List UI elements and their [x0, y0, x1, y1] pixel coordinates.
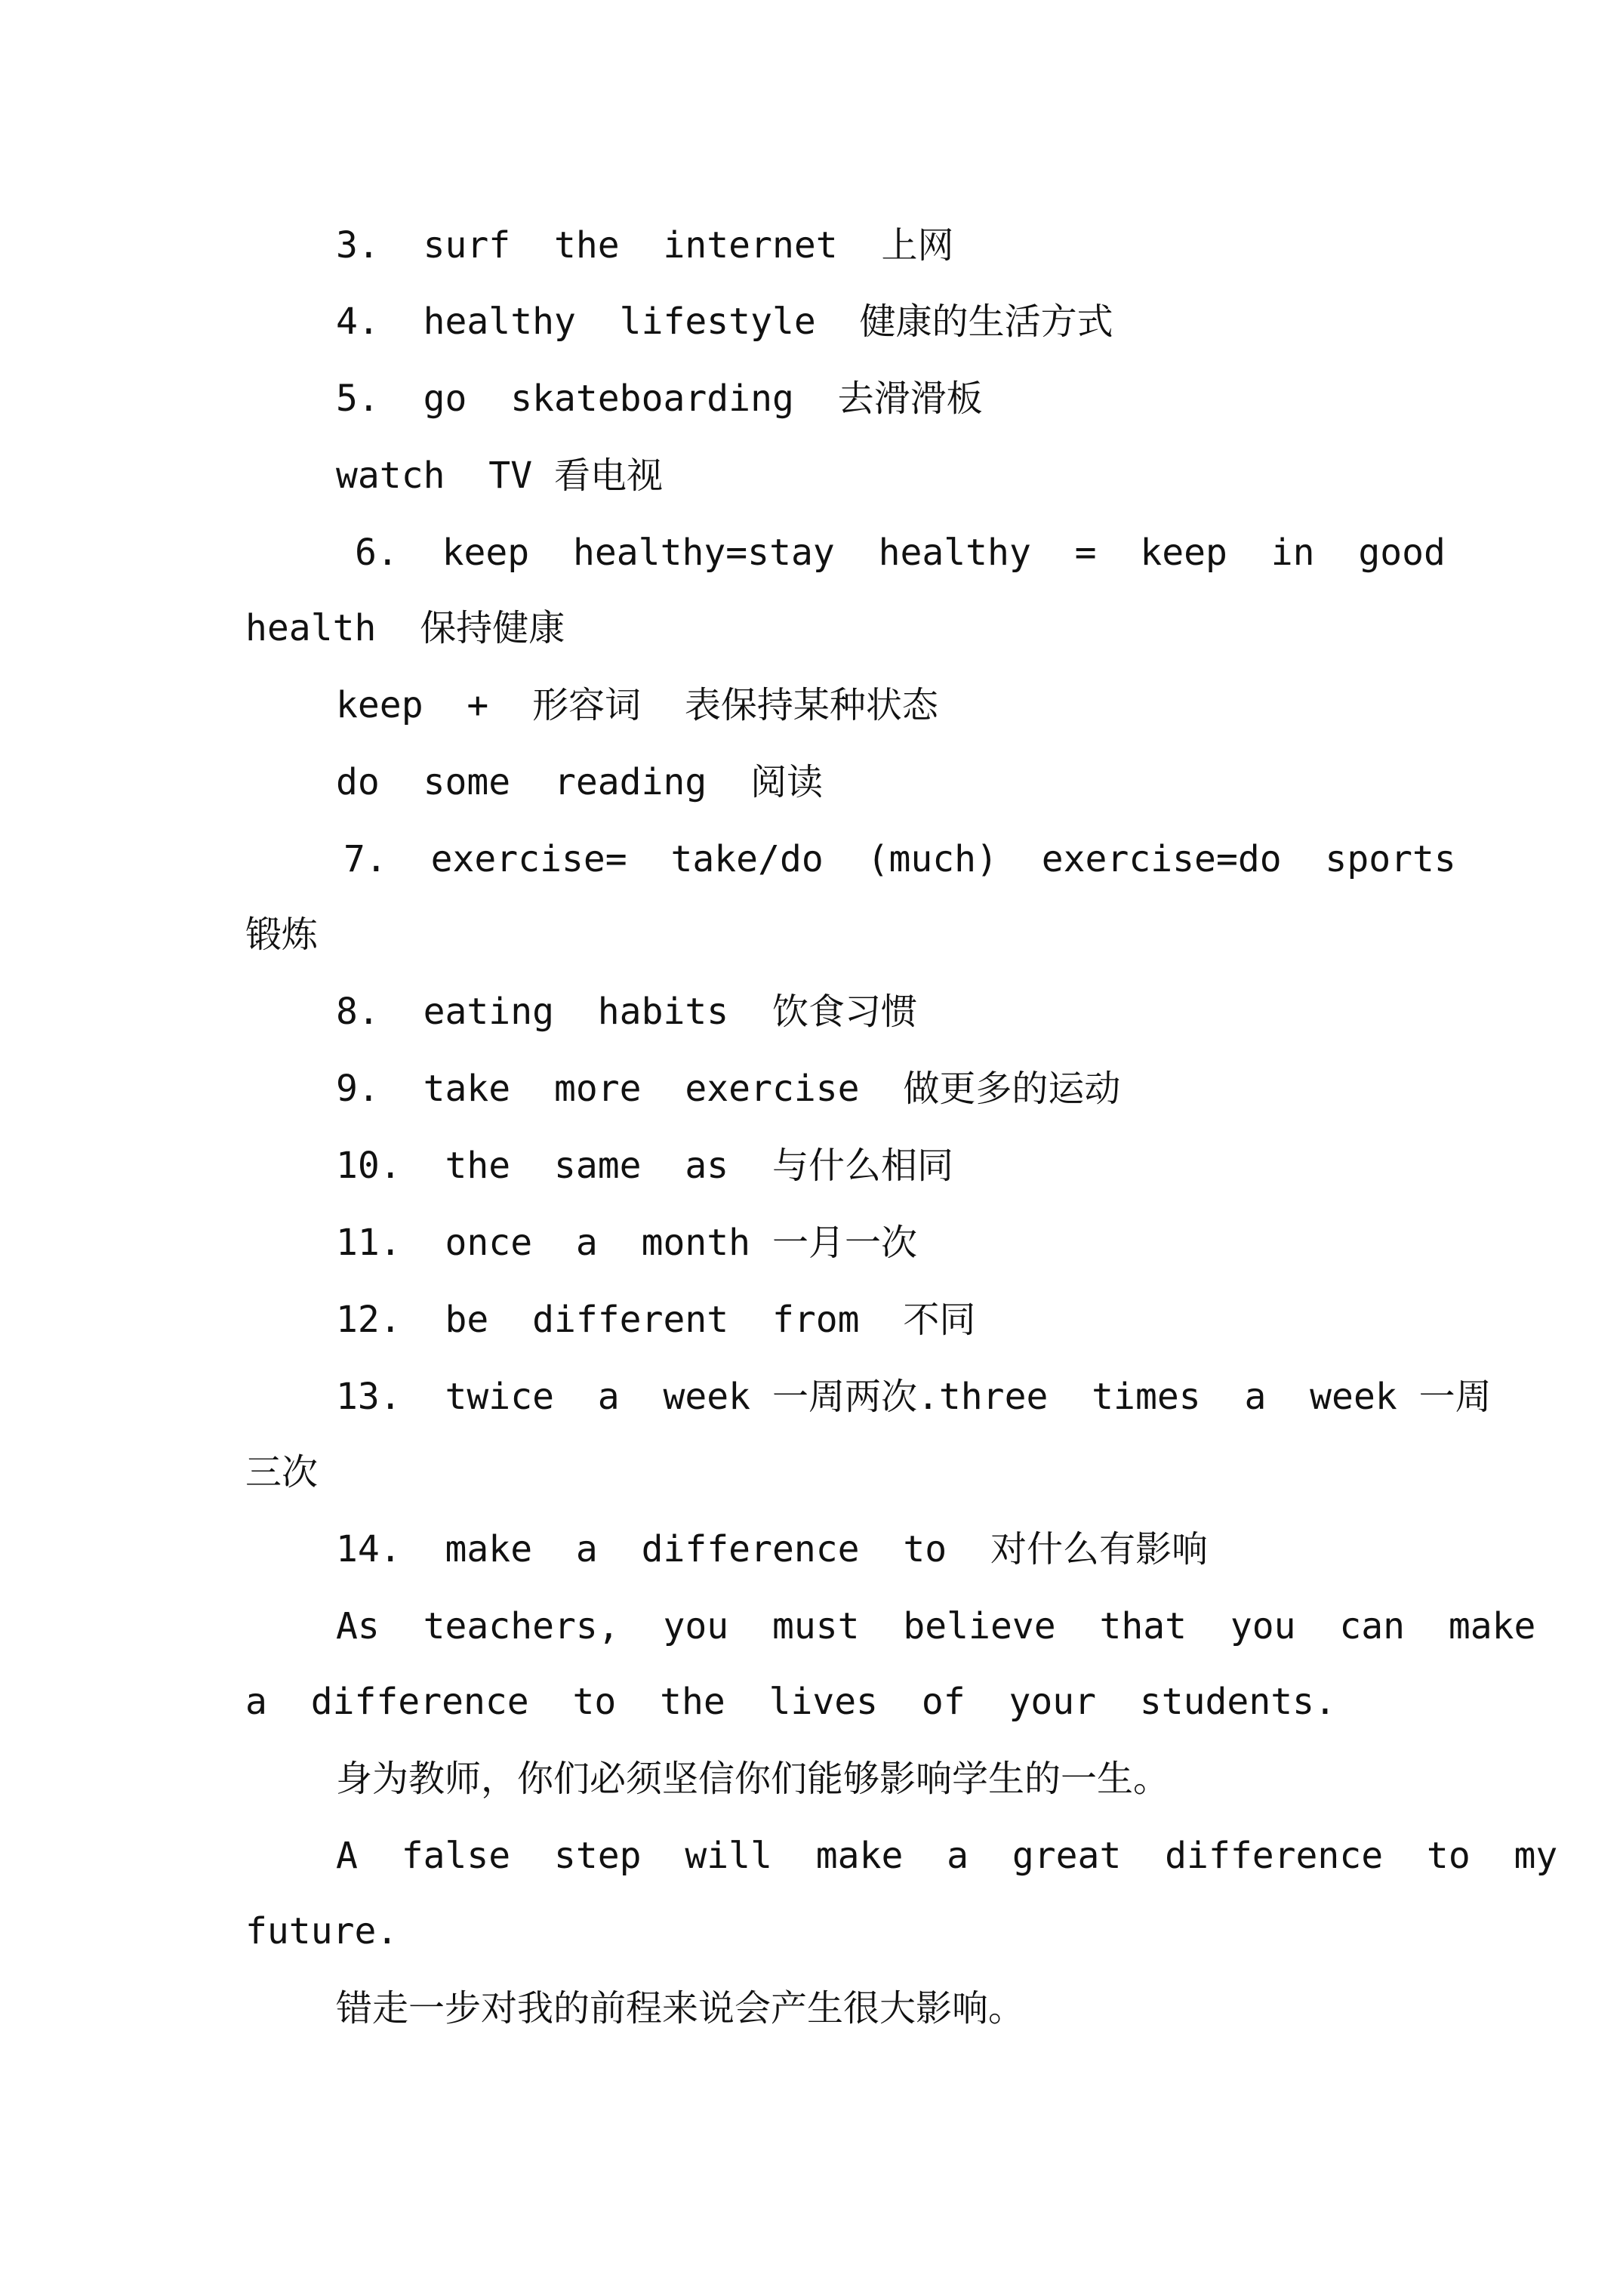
vocab-item-9: 9. take more exercise 做更多的运动: [336, 1068, 1121, 1110]
vocab-item-13: 13. twice a week 一周两次.three times a week 一周: [336, 1376, 1492, 1418]
example-sentence-2-continued: future.: [245, 1910, 399, 1952]
vocab-item-4: 4. healthy lifestyle 健康的生活方式: [336, 300, 1113, 343]
vocab-item-3: 3. surf the internet 上网: [336, 224, 954, 267]
example-sentence-2: A false step will make a great difference to my: [336, 1835, 1558, 1877]
vocab-item-13-continued: 三次: [245, 1451, 319, 1493]
vocab-item-11: 11. once a month 一月一次: [336, 1222, 917, 1264]
example-translation-2: 错走一步对我的前程来说会产生很大影响。: [336, 1987, 1025, 2029]
example-sentence-1-continued: a difference to the lives of your students.: [245, 1681, 1336, 1723]
vocab-item-6-extra: do some reading 阅读: [336, 761, 824, 803]
vocab-item-5: 5. go skateboarding 去滑滑板: [336, 378, 983, 420]
vocab-item-6: 6. keep healthy=stay healthy = keep in good: [355, 532, 1446, 574]
vocab-item-7-continued: 锻炼: [245, 914, 319, 956]
vocab-item-6-continued: health 保持健康: [245, 607, 565, 649]
vocab-item-8: 8. eating habits 饮食习惯: [336, 991, 917, 1033]
vocab-item-5-extra: watch TV 看电视: [336, 455, 663, 497]
vocab-item-12: 12. be different from 不同: [336, 1299, 976, 1341]
vocab-item-7: 7. exercise= take/do (much) exercise=do sports: [343, 838, 1456, 880]
vocab-item-14: 14. make a difference to 对什么有影响: [336, 1528, 1208, 1570]
example-translation-1: 身为教师，你们必须坚信你们能够影响学生的一生。: [336, 1758, 1170, 1800]
example-sentence-1: As teachers, you must believe that you can make: [336, 1605, 1536, 1647]
vocab-item-10: 10. the same as 与什么相同: [336, 1145, 953, 1187]
vocab-item-6-note: keep + 形容词 表保持某种状态: [336, 684, 938, 726]
